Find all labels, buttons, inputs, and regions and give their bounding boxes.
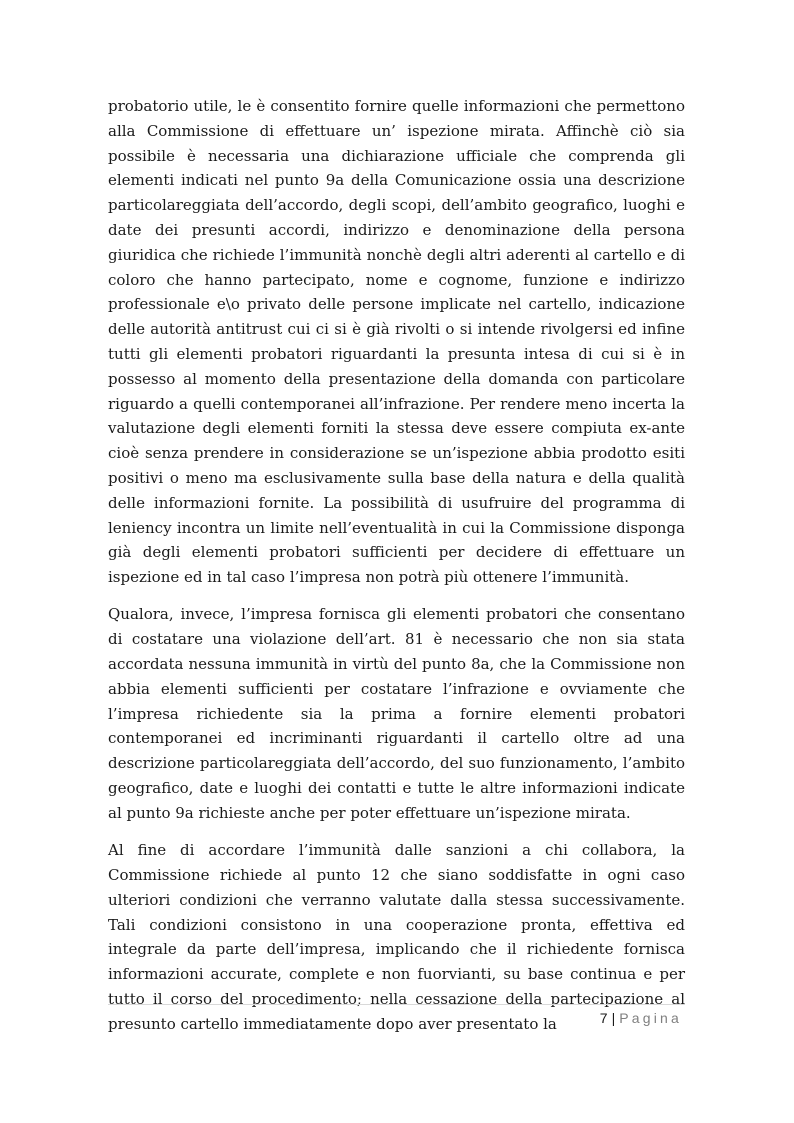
page-label: Pagina bbox=[619, 1010, 682, 1026]
page-number: 7 bbox=[599, 1010, 608, 1026]
footer-divider bbox=[108, 1004, 685, 1005]
paragraph-1: probatorio utile, le è consentito fornire quelle informazioni che permettono alla Commissione di effettuare un’ ispezione mirata. Affinchè ciò sia possibile è necessaria una dichiarazione ufficiale che comprenda gli elementi indicati nel punto 9a della Comunicazione ossia una descrizione particolareggiata dell’accordo, degli scopi, dell’ambito geografico, luoghi e date dei presunti accordi, indirizzo e denominazione della persona giuridica che richiede l’immunità nonchè degli altri aderenti al cartello e di coloro che hanno partecipato, nome e cognome, funzione e indirizzo professionale e\o privato delle persone implicate nel cartello, indicazione delle autorità antitrust cui ci si è già rivolti o si intende rivolgersi ed infine tutti gli elementi probatori riguardanti la presunta intesa di cui si è in possesso al momento della presentazione della domanda con particolare riguardo a quelli contemporanei all’infrazione. Per rendere meno incerta la valutazione degli elementi forniti la stessa deve essere compiuta ex-ante cioè senza prendere in considerazione se un’ispezione abbia prodotto esiti positivi o meno ma esclusivamente sulla base della natura e della qualità delle informazioni fornite. La possibilità di usufruire del programma di leniency incontra un limite nell’eventualità in cui la Commissione disponga già degli elementi probatori sufficienti per decidere di effettuare un ispezione ed in tal caso l’impresa non potrà più ottenere l’immunità. bbox=[108, 97, 685, 587]
page-footer bbox=[600, 1008, 682, 1028]
footer-separator: | bbox=[611, 1010, 616, 1026]
paragraph-2: Qualora, invece, l’impresa fornisca gli elementi probatori che consentano di costatare una violazione dell’art. 81 è necessario che non sia stata accordata nessuna immunità in virtù del punto 8a, che la Commissione non abbia elementi sufficienti per costatare l’infrazione e ovviamente che l’impresa richiedente sia la prima a fornire elementi probatori contemporanei ed incriminanti riguardanti il cartello oltre ad una descrizione particolareggiata dell’accordo, del suo funzionamento, l’ambito geografico, date e luoghi dei contatti e tutte le altre informazioni indicate al punto 9a richieste anche per poter effettuare un’ispezione mirata. bbox=[108, 605, 685, 822]
paragraph-3: Al fine di accordare l’immunità dalle sanzioni a chi collabora, la Commissione richiede al punto 12 che siano soddisfatte in ogni caso ulteriori condizioni che verranno valutate dalla stessa successivamente. Tali condizioni consistono in una cooperazione pronta, effettiva ed integrale da parte dell’impresa, implicando che il richiedente fornisca informazioni accurate, complete e non fuorvianti, su base continua e per tutto il corso del procedimento; nella cessazione della partecipazione al presunto cartello immediatamente dopo aver presentato la bbox=[108, 841, 685, 1033]
body-text bbox=[108, 94, 685, 1049]
